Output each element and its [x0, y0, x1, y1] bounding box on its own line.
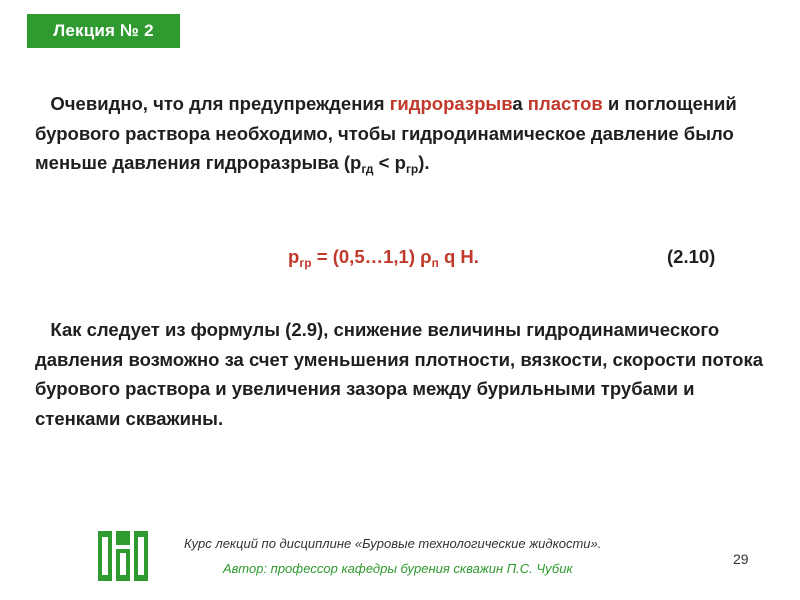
formula-middle: = (0,5…1,1) ρ: [311, 246, 432, 267]
paragraph-hydrofracture: [35, 89, 775, 178]
formula-sub-p: п: [431, 256, 439, 270]
paragraph-conclusion: [35, 315, 775, 433]
formula-end: q H.: [438, 246, 479, 267]
university-logo-icon: [98, 531, 148, 581]
formula-p: р: [288, 246, 300, 267]
logo-block-top: [116, 531, 130, 545]
p1-text-a: Очевидно, что для предупреждения: [50, 93, 390, 114]
p1-highlight-b: пластов: [527, 93, 603, 114]
formula-sub-gr: гр: [299, 256, 312, 270]
formula-2-10: [288, 246, 479, 268]
footer-course-title: Курс лекций по дисциплине «Буровые технологические жидкости».: [184, 536, 602, 551]
p2-text: Как следует из формулы (2.9), снижение величины гидродинамического давления возможно за счет уменьшения плотности, вязкости, скорости потока бурового раствора и увеличения зазора между бурильными трубами и стенками скважины.: [35, 319, 764, 429]
logo-slot-right: [138, 537, 144, 575]
page-number: 29: [733, 551, 749, 567]
p1-sub-gd: гд: [361, 162, 374, 176]
p1-highlight-a: гидроразрыв: [389, 93, 513, 114]
footer-author: Автор: профессор кафедры бурения скважин П.С. Чубик: [223, 561, 573, 576]
lecture-badge: Лекция № 2: [27, 14, 180, 48]
equation-number: (2.10): [667, 246, 716, 267]
p1-sub-gr: гр: [405, 162, 419, 176]
logo-slot-center: [120, 553, 126, 575]
p1-text-b: а: [512, 93, 528, 114]
p1-text-c: и поглощений бурового раствора необходимо, чтобы гидродинамическое давление было меньше давления гидроразрыва (р: [35, 93, 737, 173]
p1-text-d: < р: [373, 152, 406, 173]
logo-slot-left: [102, 537, 108, 575]
p1-text-e: ).: [418, 152, 430, 173]
